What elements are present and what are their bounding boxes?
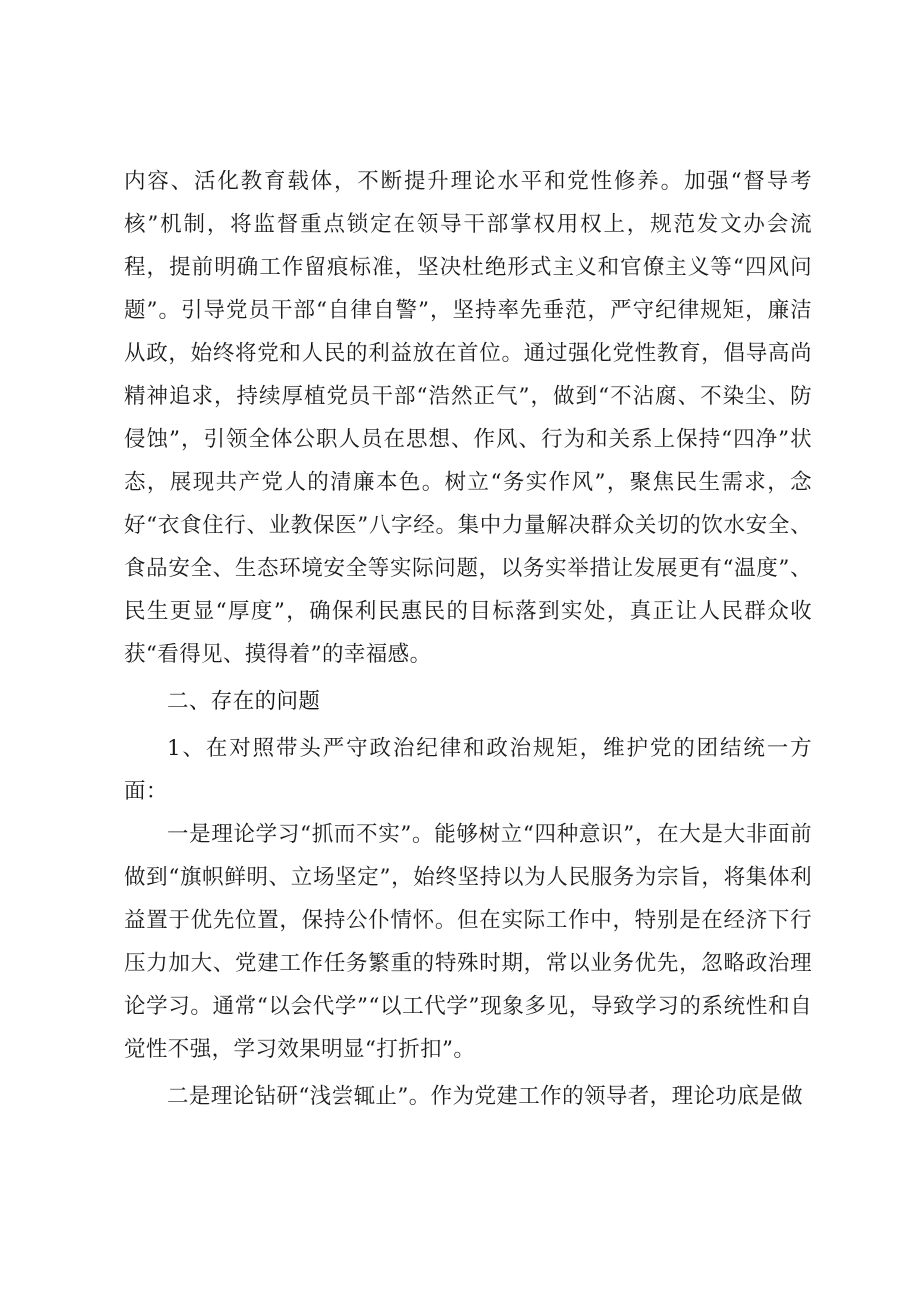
document-body xyxy=(124,160,812,1118)
subsection-heading: 1、在对照带头严守政治纪律和政治规矩，维护党的团结统一方面： xyxy=(124,736,812,804)
point-two-paragraph: 二是理论钻研“浅尝辄止”。作为党建工作的领导者，理论功底是做 xyxy=(167,1084,803,1109)
section-heading: 二、存在的问题 xyxy=(167,689,321,714)
body-paragraph-continued: 内容、活化教育载体，不断提升理论水平和党性修养。加强“督导考核”机制，将监督重点锁定在领导干部掌权用权上，规范发文办会流程，提前明确工作留痕标准，坚决杜绝形式主义和官僚主义等“四风问题”。引导党员干部“自律自警”，坚持率先垂范，严守纪律规矩，廉洁从政，始终将党和人民的利益放在首位。通过强化党性教育，倡导高尚精神追求，持续厚植党员干部“浩然正气”，做到“不沾腐、不染尘、防侵蚀”，引领全体公职人员在思想、作风、行为和关系上保持“四净”状态，展现共产党人的清廉本色。树立“务实作风”，聚焦民生需求，念好“衣食住行、业教保医”八字经。集中力量解决群众关切的饮水安全、食品安全、生态环境安全等实际问题，以务实举措让发展更有“温度”、民生更显“厚度”，确保利民惠民的目标落到实处，真正让人民群众收获“看得见、摸得着”的幸福感。 xyxy=(124,169,812,667)
point-one-paragraph: 一是理论学习“抓而不实”。能够树立“四种意识”，在大是大非面前做到“旗帜鲜明、立场坚定”，始终坚持以为人民服务为宗旨，将集体利益置于优先位置，保持公仆情怀。但在实际工作中，特别是在经济下行压力加大、党建工作任务繁重的特殊时期，常以业务优先，忽略政治理论学习。通常“以会代学”“以工代学”现象多见，导致学习的系统性和自觉性不强，学习效果明显“打折扣”。 xyxy=(124,822,812,1062)
